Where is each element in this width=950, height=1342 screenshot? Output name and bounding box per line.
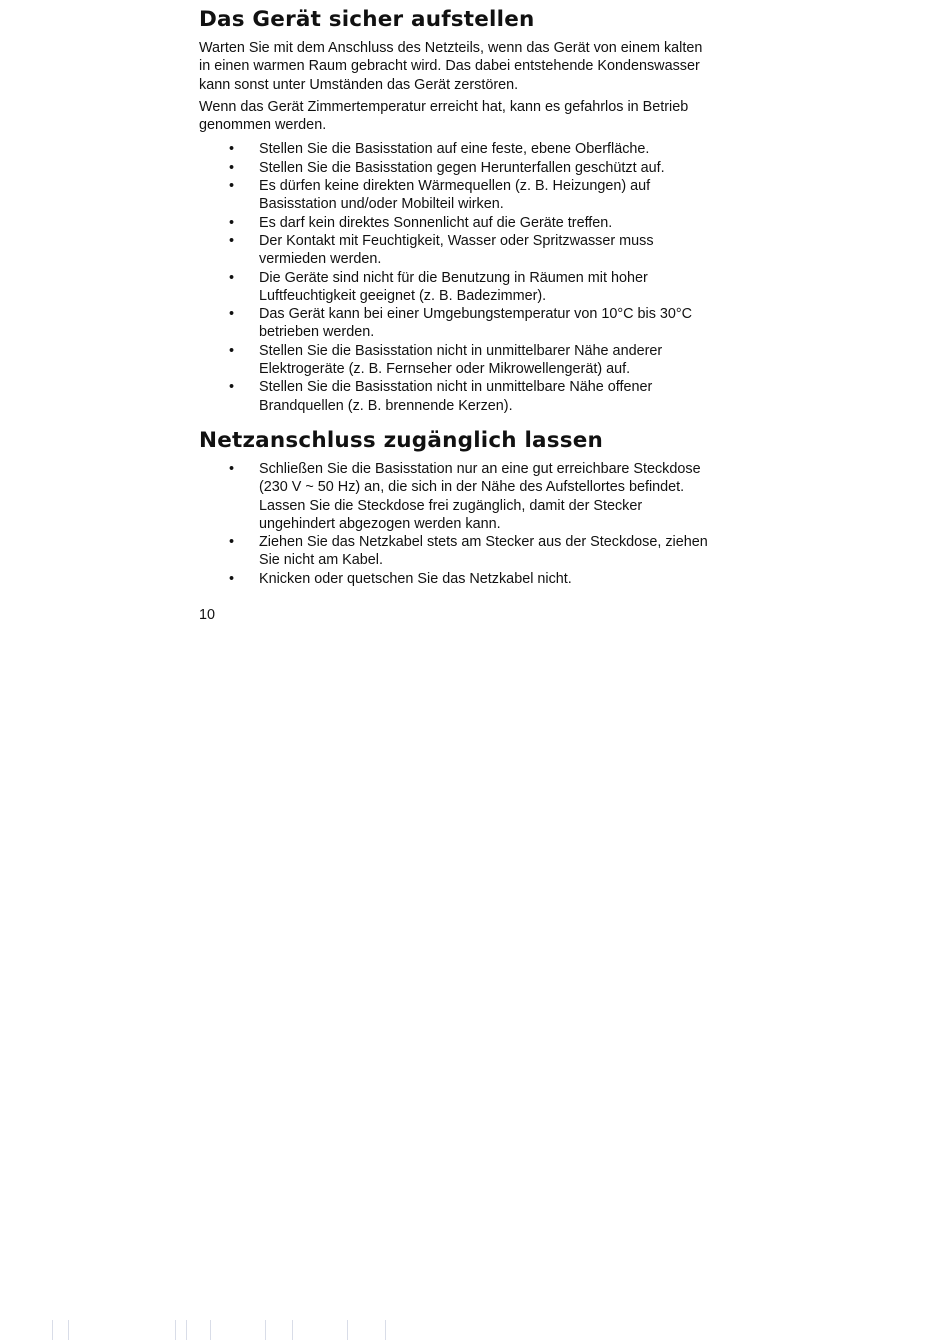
bullet-icon: • xyxy=(229,141,235,158)
bullet-icon: • xyxy=(229,379,235,396)
list-item xyxy=(199,533,714,570)
list-item xyxy=(199,232,714,269)
list-item xyxy=(199,570,714,588)
list-item xyxy=(199,342,714,379)
list-item-text: Stellen Sie die Basisstation nicht in unmittelbare Nähe offener Brandquellen (z. B. brennende Kerzen). xyxy=(259,379,653,414)
list-item xyxy=(199,214,714,232)
list-item-text: Stellen Sie die Basisstation auf eine feste, ebene Oberfläche. xyxy=(259,141,650,158)
list-item xyxy=(199,378,714,415)
list-item xyxy=(199,269,714,306)
bullet-icon: • xyxy=(229,570,235,587)
bullet-icon: • xyxy=(229,306,235,323)
scan-artifact-marks xyxy=(0,1318,950,1342)
paragraph-room-temperature: Wenn das Gerät Zimmertemperatur erreicht hat, kann es gefahrlos in Betrieb genommen werden. xyxy=(199,98,689,134)
bullet-icon: • xyxy=(229,159,235,176)
page-number: 10 xyxy=(199,607,216,623)
list-item xyxy=(199,305,714,342)
list-item-text: Schließen Sie die Basisstation nur an eine gut erreichbare Steckdose (230 V ~ 50 Hz) an, die sich in der Nähe des Aufstellortes befindet. Lassen Sie die Steckdose frei zugänglich, damit der Stecker ungehindert abgezogen werden kann. xyxy=(259,460,701,532)
bullet-icon: • xyxy=(229,460,235,477)
bullet-icon: • xyxy=(229,232,235,249)
list-item-text: Es dürfen keine direkten Wärmequellen (z. B. Heizungen) auf Basisstation und/oder Mobilteil wirken. xyxy=(259,178,651,213)
list-item xyxy=(199,159,714,177)
paragraph-condensation: Warten Sie mit dem Anschluss des Netzteils, wenn das Gerät von einem kalten in einen warmen Raum gebracht wird. Das dabei entstehende Kondenswasser kann sonst unter Umständen das Gerät zerstören. xyxy=(199,40,703,93)
bullet-icon: • xyxy=(229,342,235,359)
section-heading-power-access: Netzanschluss zugänglich lassen xyxy=(199,427,604,453)
bullet-icon: • xyxy=(229,178,235,195)
section-heading-safe-setup: Das Gerät sicher aufstellen xyxy=(199,7,535,32)
bullet-icon: • xyxy=(229,534,235,551)
list-item-text: Die Geräte sind nicht für die Benutzung in Räumen mit hoher Luftfeuchtigkeit geeignet (z. B. Badezimmer). xyxy=(259,269,648,304)
list-item-text: Stellen Sie die Basisstation gegen Herunterfallen geschützt auf. xyxy=(259,159,665,176)
list-item-text: Das Gerät kann bei einer Umgebungstemperatur von 10°C bis 30°C betrieben werden. xyxy=(259,306,693,341)
list-item xyxy=(199,460,714,533)
bullet-icon: • xyxy=(229,214,235,231)
list-item-text: Stellen Sie die Basisstation nicht in unmittelbarer Nähe anderer Elektrogeräte (z. B. Fernseher oder Mikrowellengerät) auf. xyxy=(259,342,663,378)
bullet-icon: • xyxy=(229,269,235,286)
list-item xyxy=(199,140,714,158)
document-page xyxy=(199,6,714,588)
list-item-text: Es darf kein direktes Sonnenlicht auf die Geräte treffen. xyxy=(259,214,613,231)
list-item-text: Knicken oder quetschen Sie das Netzkabel nicht. xyxy=(259,570,572,587)
list-item xyxy=(199,177,714,214)
setup-bullet-list xyxy=(199,140,714,414)
power-bullet-list xyxy=(199,460,714,588)
list-item-text: Ziehen Sie das Netzkabel stets am Stecker aus der Steckdose, ziehen Sie nicht am Kabel. xyxy=(259,534,708,569)
list-item-text: Der Kontakt mit Feuchtigkeit, Wasser oder Spritzwasser muss vermieden werden. xyxy=(259,232,654,268)
